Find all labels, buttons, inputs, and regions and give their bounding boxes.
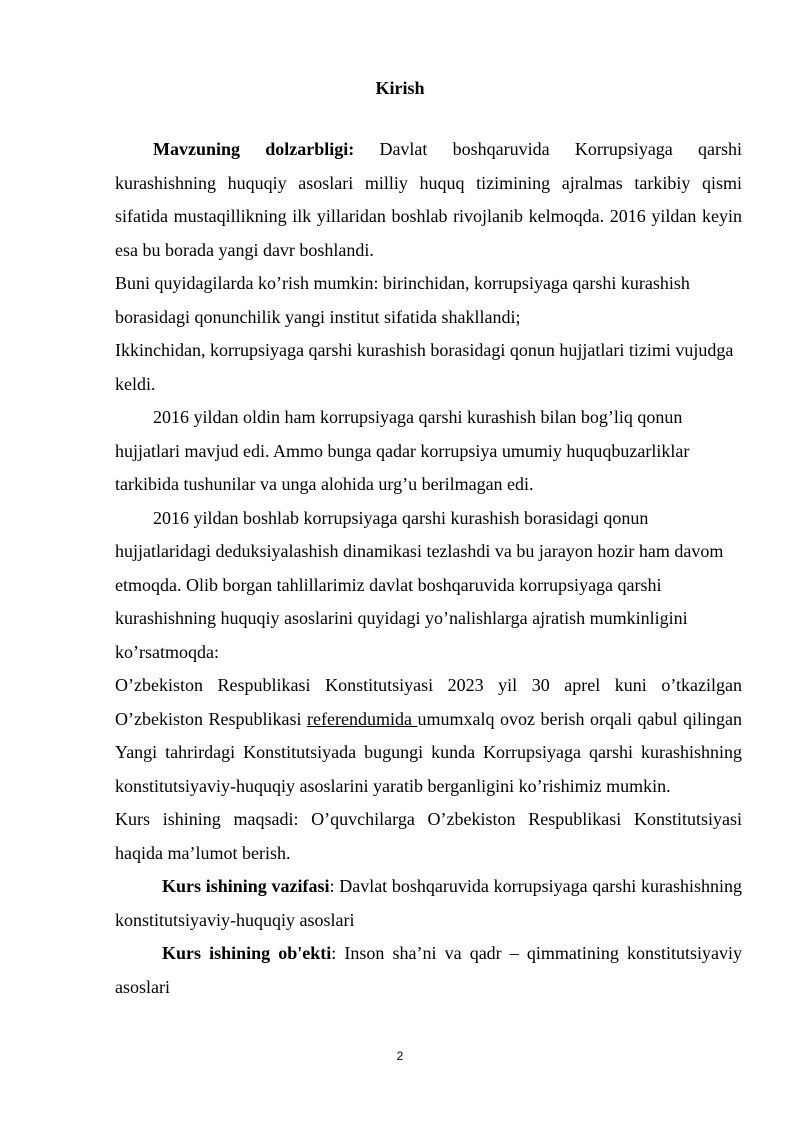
- paragraph-constitution: [115, 669, 742, 803]
- paragraph-before-2016: 2016 yildan oldin ham korrupsiyaga qarshi kurashish bilan bog’liq qonun hujjatlari mavjud edi. Ammo bunga qadar korrupsiya umumiy huquqbuzarliklar tarkibida tushunilar va unga alohida urg’u berilmagan edi.: [115, 407, 690, 494]
- constitution-text-before: O’zbekiston Respublikasi Konstitutsiyasi 2023 yil 30 aprel kuni o’tkazilgan O’zbekiston Respublikasi: [115, 675, 742, 729]
- paragraph-since-2016: 2016 yildan boshlab korrupsiyaga qarshi kurashish borasidagi qonun hujjatlaridagi deduksiyalashish dinamikasi tezlashdi va bu jarayon hozir ham davom etmoqda. Olib borgan tahlillarimiz davlat boshqaruvida korrupsiyaga qarshi kurashishning huquqiy asoslarini quyidagi yo’nalishlarga ajratish mumkinligini ko’rsatmoqda:: [115, 507, 724, 662]
- paragraph-relevance: [115, 133, 742, 267]
- paragraph-object: [115, 937, 742, 1004]
- referendum-link[interactable]: referendumida: [307, 708, 418, 729]
- paragraph-goal: Kurs ishining maqsadi: O’quvchilarga O’zbekiston Respublikasi Konstitutsiyasi haqida ma’lumot berish.: [115, 809, 742, 863]
- paragraph-first-point: Buni quyidagilarda ko’rish mumkin: birinchidan, korrupsiyaga qarshi kurashish borasidagi qonunchilik yangi institut sifatida shakllandi;: [115, 273, 690, 327]
- paragraph-second-point: Ikkinchidan, korrupsiyaga qarshi kurashish borasidagi qonun hujjatlari tizimi vujudga keldi.: [115, 340, 734, 394]
- page-title: Kirish: [375, 78, 425, 98]
- object-text: : Inson sha’ni va qadr – qimmatining konstitutsiyaviy asoslari: [115, 943, 742, 997]
- relevance-text: Davlat boshqaruvida Korrupsiyaga qarshi kurashishning huquqiy asoslari milliy huquq tizimining ajralmas tarkibiy qismi sifatida mustaqillikning ilk yillaridan boshlab rivojlanib kelmoqda. 2016 yildan keyin esa bu borada yangi davr boshlandi.: [115, 139, 743, 260]
- paragraph-task: [115, 870, 742, 937]
- object-label: Kurs ishining ob'ekti: [162, 943, 332, 963]
- relevance-label: Mavzuning dolzarbligi:: [153, 139, 355, 159]
- page-number: 2: [396, 1049, 404, 1063]
- task-label: Kurs ishining vazifasi: [162, 876, 330, 896]
- constitution-text-after: umumxalq ovoz berish orqali qabul qilingan Yangi tahrirdagi Konstitutsiyada bugungi kunda Korrupsiyaga qarshi kurashishning konstitutsiyaviy-huquqiy asoslarini yaratib berganligini ko’rishimiz mumkin.: [115, 708, 742, 796]
- document-body: [115, 133, 742, 1004]
- task-text: : Davlat boshqaruvida korrupsiyaga qarshi kurashishning konstitutsiyaviy-huquqiy asoslari: [115, 876, 742, 930]
